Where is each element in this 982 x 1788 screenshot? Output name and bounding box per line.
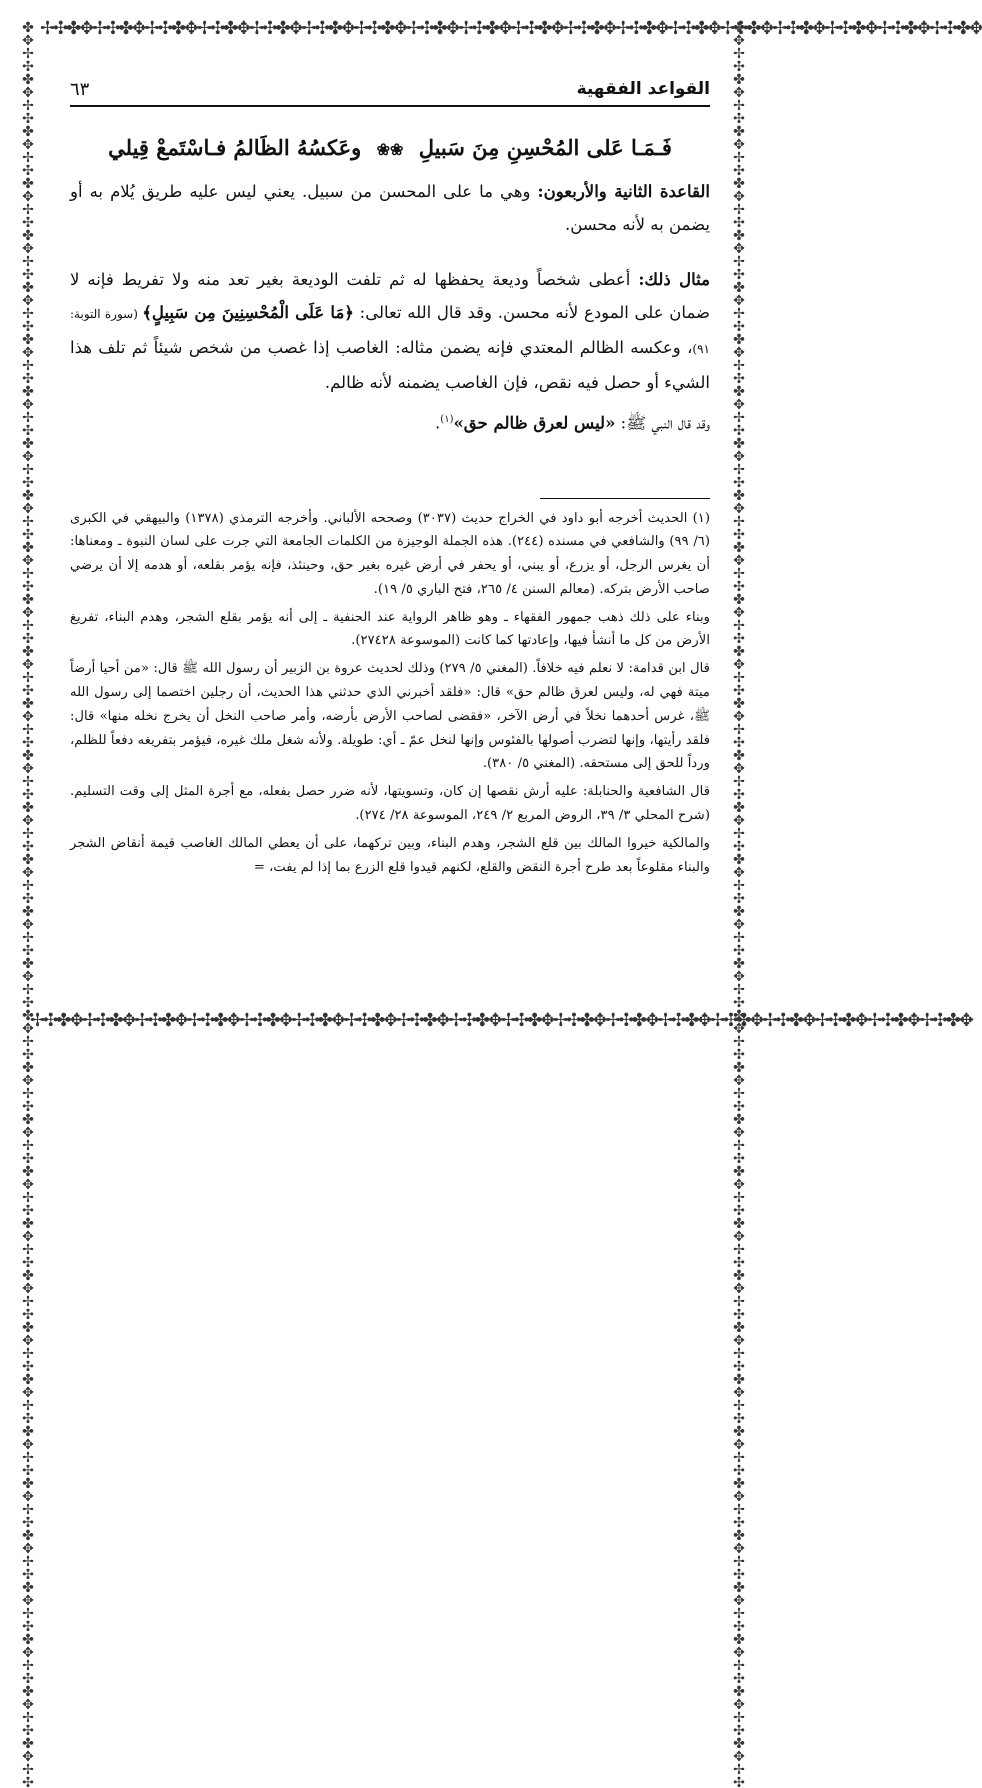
header-rule — [70, 105, 710, 107]
hadith-quote: «ليس لعرق ظالم حق» — [453, 413, 616, 433]
footnote-marker: (١) — [440, 414, 454, 425]
ornamental-border-top: ✢✣✤✥✢✣✤✥✢✣✤✥✢✣✤✥✢✣✤✥✢✣✤✥✢✣✤✥✢✣✤✥✢✣✤✥✢✣✤✥✢✣✤✥✢✣✤✥✢✣✤✥✢✣✤✥✢✣✤✥✢✣✤✥✢✣✤✥✢✣✤✥ — [40, 18, 982, 39]
poem-verse — [70, 133, 710, 165]
page-number: ٦٣ — [70, 78, 90, 100]
page-header — [70, 75, 710, 103]
rule-paragraph — [70, 175, 710, 241]
footnote-continuation-maliki: والمالكية خيروا المالك بين قلع الشجر، وهدم البناء، وبين تركهما، على أن يعطي المالك الغاصب قيمة أنقاض الشجر والبناء مقلوعاً بعد طرح أجرة النقض والقلع، لكنهم قيدوا قلع الزرع بما إذا لم يفت، = — [70, 835, 710, 875]
footnote-1: (١) الحديث أخرجه أبو داود في الخراج حديث (٣٠٣٧) وصححه الألباني. وأخرجه الترمذي (١٣٧٨) والبيهقي في الكبرى (٦/ ٩٩) والشافعي في مسنده (٢٤٤). هذه الجملة الوجيزة من الكلمات الجامعة التي جرت على لسان النبوة ـ ومعناها: أن يغرس الرجل، أو يزرع، أو يبني، أو يحفر في أرض غيره بغير حق، وحينئذ، فإنه يؤمر بقلعه، أو هدمه إلا أن يرضي صاحب الأرض بتركه. (معالم السنن ٤/ ٢٦٥، فتح الباري ٥/ ١٩). — [70, 510, 711, 597]
example-text-a: أعطى شخصاً وديعة يحفظها له ثم تلفت الوديعة بغير تعد منه ولا تفريط فإنه لا ضمان على المودع لأنه محسن. وقد قال الله تعالى: — [70, 270, 710, 322]
ornamental-border-bottom: ✢✣✤✥✢✣✤✥✢✣✤✥✢✣✤✥✢✣✤✥✢✣✤✥✢✣✤✥✢✣✤✥✢✣✤✥✢✣✤✥✢✣✤✥✢✣✤✥✢✣✤✥✢✣✤✥✢✣✤✥✢✣✤✥✢✣✤✥✢✣✤✥ — [30, 1010, 972, 1031]
hadith-intro: وقد قال النبي ﷺ: — [615, 413, 710, 433]
quran-reference: (سورة التوبة: ٩١) — [70, 307, 710, 356]
ornamental-border-right: ✤✥✢✣✤✥✢✣✤✥✢✣✤✥✢✣✤✥✢✣✤✥✢✣✤✥✢✣✤✥✢✣✤✥✢✣✤✥✢✣✤✥✢✣✤✥✢✣✤✥✢✣✤✥✢✣✤✥✢✣✤✥✢✣✤✥✢✣✤✥✢✣✤✥✢✣✤✥✢✣✤✥✢✣✤✥✢✣✤✥✢✣✤✥✢✣✤✥✢✣✤✥✢✣✤✥✢✣✤✥✢✣✤✥✢✣✤✥✢✣✤✥✢✣✤✥✢✣✤✥✢✣✤✥✢✣ — [731, 20, 747, 1788]
rule-text: وهي ما على المحسن من سبيل. يعني ليس عليه طريق يُلام به أو يضمن به لأنه محسن. — [70, 182, 710, 234]
example-heading: مثال ذلك: — [638, 270, 710, 289]
hadith-end: . — [435, 413, 441, 433]
hadith-paragraph — [70, 403, 710, 440]
quran-quote: ﴿مَا عَلَى الْمُحْسِنِينَ مِن سَبِيلٍ﴾ — [142, 303, 354, 322]
verse-separator-icon: ❀❀ — [376, 140, 404, 159]
footnote-continuation-shafii-hanbali: قال الشافعية والحنابلة: عليه أرش نقصها إن كان، وتسويتها، لأنه ضرر حصل بفعله، مع أجرة المثل إلى وقت التسليم. (شرح المحلي ٣/ ٣٩، الروض المربع ٢/ ٢٤٩، الموسوعة ٢٨/ ٢٧٤). — [70, 784, 710, 824]
example-text-b: ، وعكسه الظالم المعتدي فإنه يضمن مثاله: الغاصب إذا غصب من شخص شيئاً ثم تلف هذا الشيء أو حصل فيه نقص، فإن الغاصب يضمنه لأنه ظالم. — [70, 338, 710, 392]
verse-hemistich-right: فَـمَـا عَلى المُحْسِنِ مِنَ سَبيلِ — [418, 135, 672, 160]
footnote-continuation-majority: وبناء على ذلك ذهب جمهور الفقهاء ـ وهو ظاهر الرواية عند الحنفية ـ إلى أنه يؤمر بقلع الشجر، وهدم البناء، تفريغ الأرض من كل ما أنشأ فيها، وإعادتها كما كانت (الموسوعة ٢٧٤٢٨). — [70, 609, 710, 649]
running-title: القواعد الفقهية — [576, 79, 710, 99]
verse-hemistich-left: وعَكسُهُ الظَالمُ فـاسْتَمعْ قِيلي — [108, 135, 362, 160]
footnote-continuation-ibn-qudama: قال ابن قدامة: لا نعلم فيه خلافاً. (المغني ٥/ ٢٧٩) وذلك لحديث عروة بن الزبير أن رسول الله ﷺ قال: «من أحيا أرضاً ميتة فهي له، وليس لعرق ظالم حق» قال: «فلقد أخبرني الذي حدثني هذا الحديث، أن رجلين اختصما إلى رسول الله ﷺ، غرس أحدهما نخلاً في أرض الآخر، «فقضى لصاحب الأرض بأرضه، وأمر صاحب النخل أن يخرج نخله منها» قال: فلقد رأيتها، وإنها لتضرب أصولها بالفئوس وإنها لنخل عمّ ـ أي: طويلة. ولأنه شغل ملك غيره، فيؤمر بتفريغه دفعاً للظلم، ورداً للحق إلى مستحقه. (المغني ٥/ ٣٨٠). — [70, 661, 710, 772]
example-paragraph — [70, 263, 710, 399]
rule-heading: القاعدة الثانية والأربعون: — [537, 182, 710, 201]
ornamental-border-left: ✤✥✢✣✤✥✢✣✤✥✢✣✤✥✢✣✤✥✢✣✤✥✢✣✤✥✢✣✤✥✢✣✤✥✢✣✤✥✢✣✤✥✢✣✤✥✢✣✤✥✢✣✤✥✢✣✤✥✢✣✤✥✢✣✤✥✢✣✤✥✢✣✤✥✢✣✤✥✢✣✤✥✢✣✤✥✢✣✤✥✢✣✤✥✢✣✤✥✢✣✤✥✢✣✤✥✢✣✤✥✢✣✤✥✢✣✤✥✢✣✤✥✢✣✤✥✢✣✤✥✢✣✤✥✢✣ — [20, 20, 36, 1788]
book-page — [70, 75, 710, 1005]
footnote-divider — [540, 498, 710, 499]
